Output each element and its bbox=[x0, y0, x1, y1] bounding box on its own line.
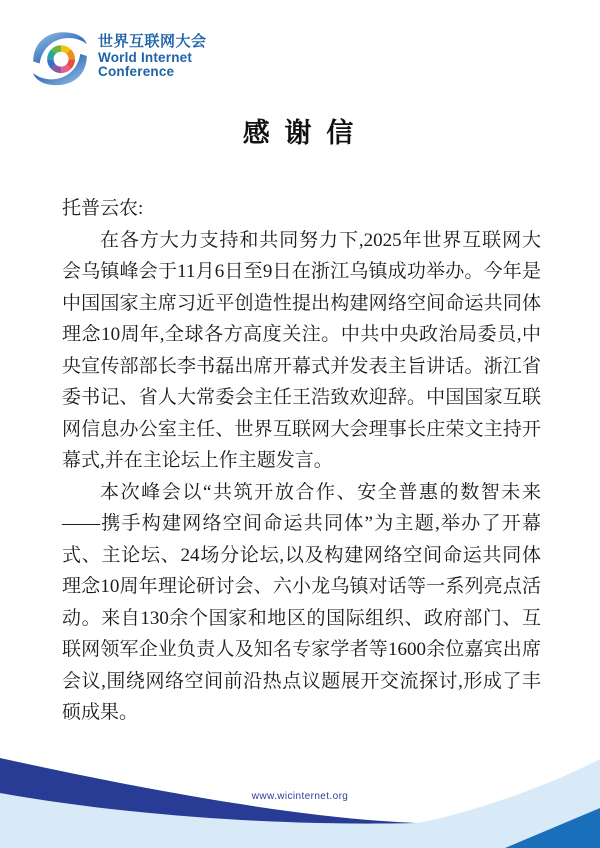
paragraph-2: 本次峰会以“共筑开放合作、安全普惠的数智未来——携手构建网络空间命运共同体”为主题,举办了开幕式、主论坛、24场分论坛,以及构建网络空间命运共同体理念10周年理论研讨会、六小龙乌镇对话等一系列亮点活动。来自130余个国家和地区的国际组织、政府部门、互联网领军企业负责人及知名专家学者等1600余位嘉宾出席会议,围绕网络空间前沿热点议题展开交流探讨,形成了丰硕成果。 bbox=[62, 481, 541, 723]
wic-logo-name-zh: 世界互联网大会 bbox=[98, 32, 207, 50]
letter-title: 感 谢 信 bbox=[242, 118, 358, 148]
footer-wave-art bbox=[0, 718, 600, 848]
footer-website-url: www.wicinternet.org bbox=[251, 791, 349, 802]
wic-logo-icon bbox=[30, 26, 90, 86]
wic-logo-name-en-line2: Conference bbox=[98, 63, 175, 79]
salutation: 托普云农: bbox=[62, 198, 144, 219]
wic-logo bbox=[30, 26, 207, 86]
letter-body bbox=[62, 193, 541, 729]
wic-logo-name-en-line1: World Internet bbox=[98, 49, 193, 65]
wic-logo-text bbox=[98, 34, 207, 79]
paragraph-1: 在各方大力支持和共同努力下,2025年世界互联网大会乌镇峰会于11月6日至9日在浙江乌镇成功举办。今年是中国国家主席习近平创造性提出构建网络空间命运共同体理念10周年,全球各方高度关注。中共中央政治局委员,中央宣传部部长李书磊出席开幕式并发表主旨讲话。浙江省委书记、省人大常委会主任王浩致欢迎辞。中国国家互联网信息办公室主任、世界互联网大会理事长庄荣文主持开幕式,并在主论坛上作主题发言。 bbox=[62, 229, 541, 471]
